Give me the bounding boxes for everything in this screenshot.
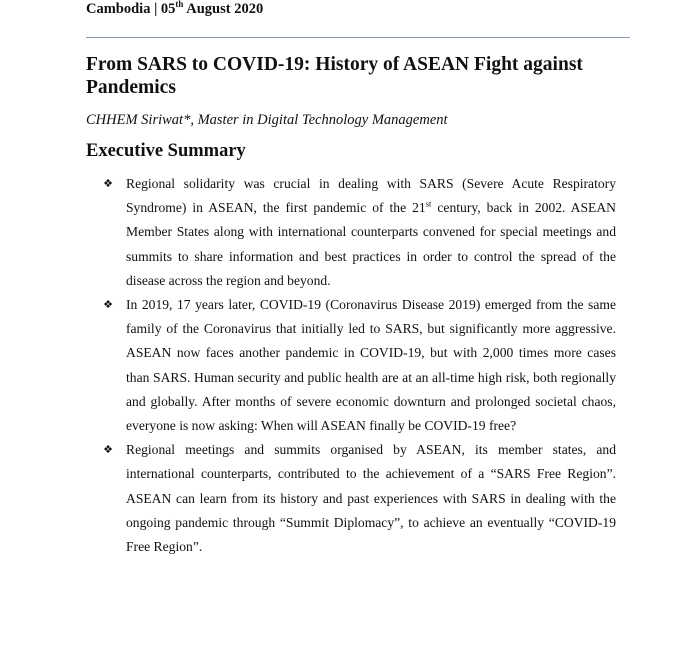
header-location-date: Cambodia | 05 bbox=[86, 1, 176, 17]
summary-item-1-sup: st bbox=[425, 198, 432, 209]
document-header bbox=[86, 0, 263, 18]
header-divider bbox=[86, 37, 630, 38]
summary-item-1 bbox=[100, 172, 616, 293]
diamond-bullet-icon: ❖ bbox=[103, 177, 113, 190]
executive-summary-list bbox=[100, 172, 616, 559]
summary-item-3-text: Regional meetings and summits organised by ASEAN, its member states, and international counterparts, contributed to the achievement of a “SARS Free Region”. ASEAN can learn from its history and past experiences with SARS in dealing with the ongoing pandemic through “Summit Diplomacy”, to achieve an eventually “COVID-19 Free Region”. bbox=[126, 442, 616, 555]
header-date-suffix: th bbox=[175, 0, 184, 10]
executive-summary-heading: Executive Summary bbox=[86, 141, 246, 161]
header-date-rest: August 2020 bbox=[183, 1, 264, 17]
article-author: CHHEM Siriwat*, Master in Digital Technology Management bbox=[86, 112, 448, 128]
article-title: From SARS to COVID-19: History of ASEAN Fight against Pandemics bbox=[86, 54, 583, 98]
diamond-bullet-icon: ❖ bbox=[103, 298, 113, 312]
summary-item-1-text-b: century, back in 2002. ASEAN Member States along with international counterparts convened for special meetings and summits to share information and best practices in order to control the spread of the disease across the region and beyond. bbox=[126, 200, 616, 288]
diamond-bullet-icon: ❖ bbox=[103, 443, 113, 457]
summary-item-1-text-a: Regional solidarity was crucial in dealing with SARS (Severe Acute Respiratory Syndrome) in ASEAN, the first pandemic of the 21 bbox=[126, 176, 616, 216]
summary-item-2-text: In 2019, 17 years later, COVID-19 (Coronavirus Disease 2019) emerged from the same family of the Coronavirus that initially led to SARS, but significantly more aggressive. ASEAN now faces another pandemic in COVID-19, but with 2,000 times more cases than SARS. Human security and public health are at an all-time high risk, both regionally and globally. After months of severe economic downturn and prolonged societal chaos, everyone is now asking: When will ASEAN finally be COVID-19 free? bbox=[126, 297, 616, 434]
summary-item-2 bbox=[100, 293, 616, 438]
summary-item-3 bbox=[100, 438, 616, 559]
